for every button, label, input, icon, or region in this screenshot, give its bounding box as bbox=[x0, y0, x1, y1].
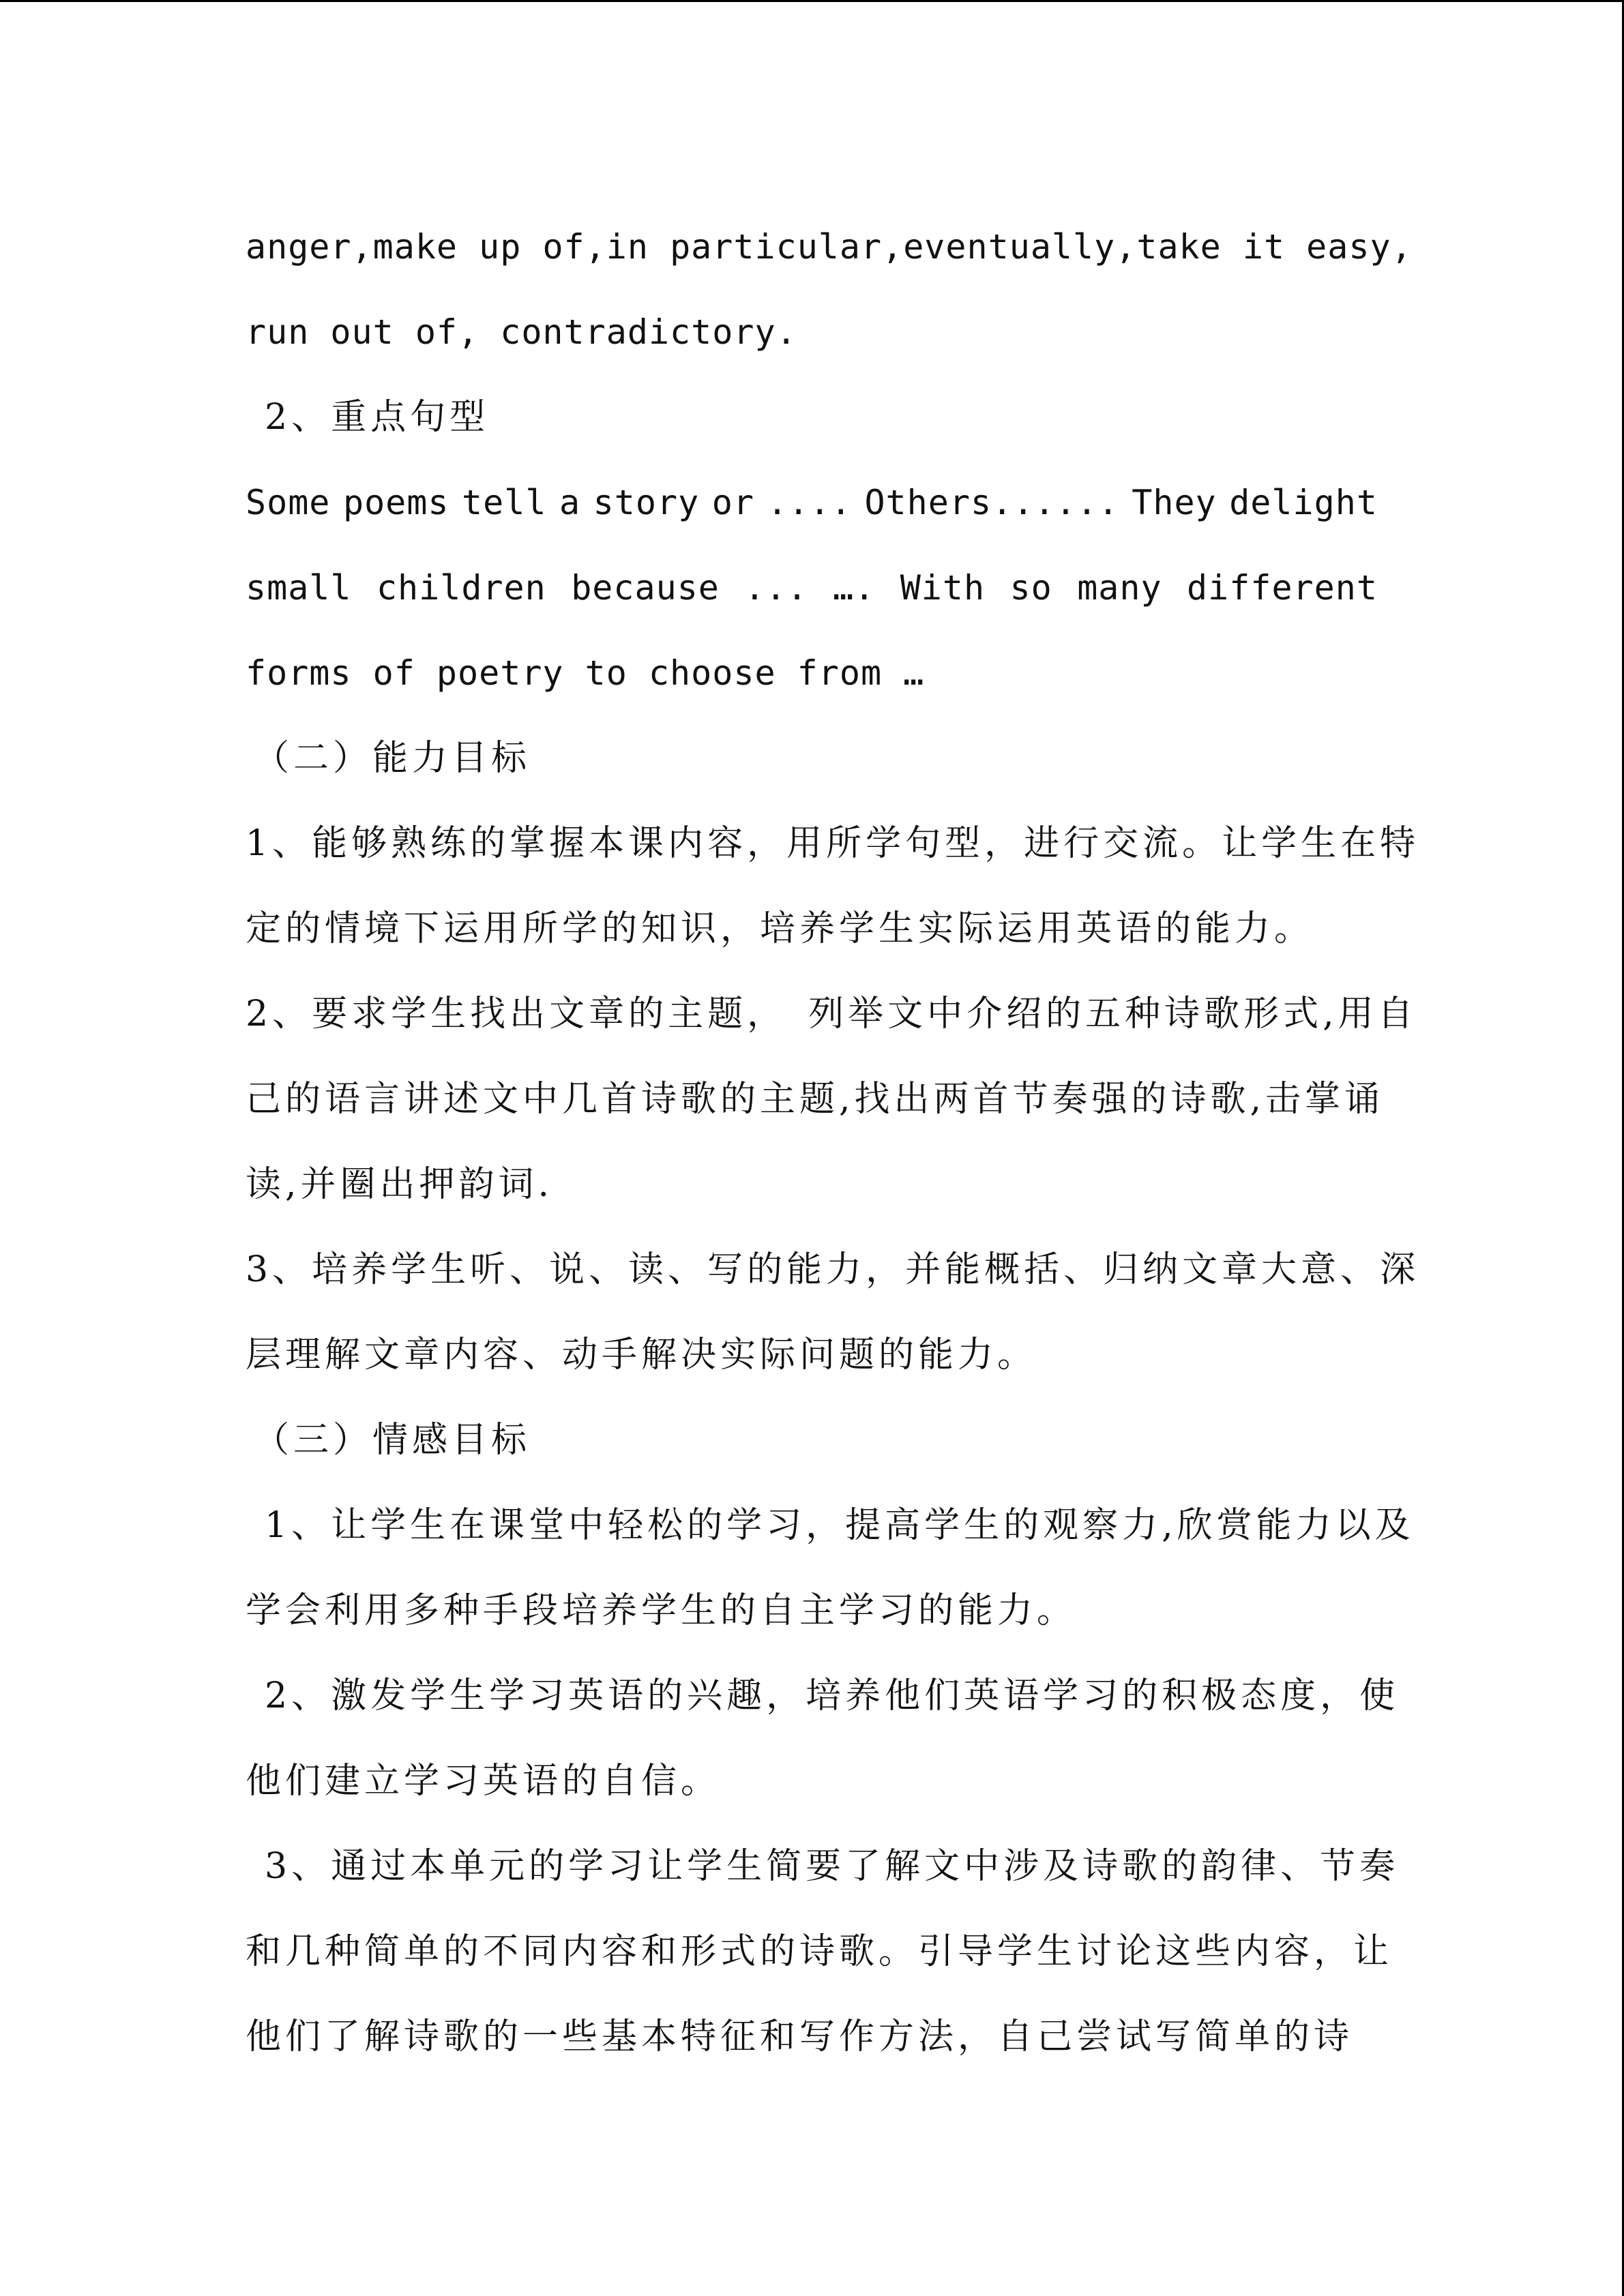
pattern-word: or bbox=[711, 483, 754, 522]
document-page bbox=[246, 205, 1420, 2080]
pattern-word: story bbox=[593, 483, 700, 522]
emotion-item-1-line-1: 1、让学生在课堂中轻松的学习，提高学生的观察力,欣赏能力以及 bbox=[265, 1505, 1415, 1546]
pattern-word: …. bbox=[833, 568, 876, 608]
ability-goals-heading: （二）能力目标 bbox=[254, 738, 531, 779]
pattern-word: poems bbox=[342, 483, 449, 522]
pattern-word: so bbox=[1009, 568, 1052, 608]
emotion-goals-heading: （三）情感目标 bbox=[254, 1420, 531, 1461]
pattern-word: because bbox=[571, 568, 720, 608]
pattern-word: tell bbox=[462, 483, 547, 522]
ability-item-1-line-2: 定的情境下运用所学的知识，培养学生实际运用英语的能力。 bbox=[246, 908, 1314, 949]
vocab-word: make up of, bbox=[372, 227, 606, 267]
pattern-word: With bbox=[900, 568, 986, 608]
vocab-word: eventually, bbox=[903, 227, 1137, 267]
emotion-item-1-line-2: 学会利用多种手段培养学生的自主学习的能力。 bbox=[246, 1590, 1077, 1631]
vocab-word: in particular, bbox=[606, 227, 904, 267]
ability-item-3-line-1: 3、培养学生听、说、读、写的能力，并能概括、归纳文章大意、深 bbox=[246, 1249, 1420, 1290]
pattern-word: delight bbox=[1229, 483, 1378, 522]
page-top-border bbox=[0, 0, 1624, 2]
pattern-word: Others...... bbox=[864, 483, 1119, 522]
emotion-item-3-line-3: 他们了解诗歌的一些基本特征和写作方法，自己尝试写简单的诗 bbox=[246, 2016, 1354, 2057]
pattern-word: small bbox=[246, 568, 352, 608]
emotion-item-3-line-2: 和几种简单的不同内容和形式的诗歌。引导学生讨论这些内容，让 bbox=[246, 1931, 1393, 1972]
ability-item-2-line-1: 2、要求学生找出文章的主题， 列举文中介绍的五种诗歌形式,用自 bbox=[246, 994, 1417, 1034]
vocab-word: anger, bbox=[246, 227, 373, 267]
emotion-item-2-line-2: 他们建立学习英语的自信。 bbox=[246, 1761, 721, 1802]
ability-item-2-line-2: 己的语言讲述文中几首诗歌的主题,找出两首节奏强的诗歌,击掌诵 bbox=[246, 1079, 1385, 1120]
vocab-line-1 bbox=[246, 205, 1413, 290]
pattern-word: a bbox=[559, 483, 581, 522]
pattern-word: many bbox=[1077, 568, 1162, 608]
pattern-word: ... bbox=[744, 568, 808, 608]
emotion-item-2-line-1: 2、激发学生学习英语的兴趣，培养他们英语学习的积极态度，使 bbox=[265, 1675, 1400, 1716]
vocab-line-2: run out of, contradictory. bbox=[246, 312, 797, 352]
pattern-word: different bbox=[1187, 568, 1378, 608]
vocab-word: take it easy, bbox=[1136, 227, 1413, 267]
emotion-item-3-line-1: 3、通过本单元的学习让学生简要了解文中涉及诗歌的韵律、节奏 bbox=[265, 1846, 1400, 1887]
ability-item-2-line-3: 读,并圈出押韵词. bbox=[246, 1164, 554, 1205]
ability-item-1-line-1: 1、能够熟练的掌握本课内容，用所学句型，进行交流。让学生在特 bbox=[246, 823, 1420, 864]
sentence-pattern-line-3: forms of poetry to choose from … bbox=[246, 653, 925, 693]
sentence-pattern-line-1 bbox=[246, 460, 1378, 546]
pattern-word: .... bbox=[767, 483, 852, 522]
pattern-word: They bbox=[1132, 483, 1217, 522]
pattern-word: Some bbox=[246, 483, 331, 522]
sentence-pattern-line-2 bbox=[246, 546, 1378, 631]
sentence-patterns-heading: 2、重点句型 bbox=[265, 397, 490, 438]
ability-item-3-line-2: 层理解文章内容、动手解决实际问题的能力。 bbox=[246, 1335, 1037, 1375]
pattern-word: children bbox=[376, 568, 546, 608]
